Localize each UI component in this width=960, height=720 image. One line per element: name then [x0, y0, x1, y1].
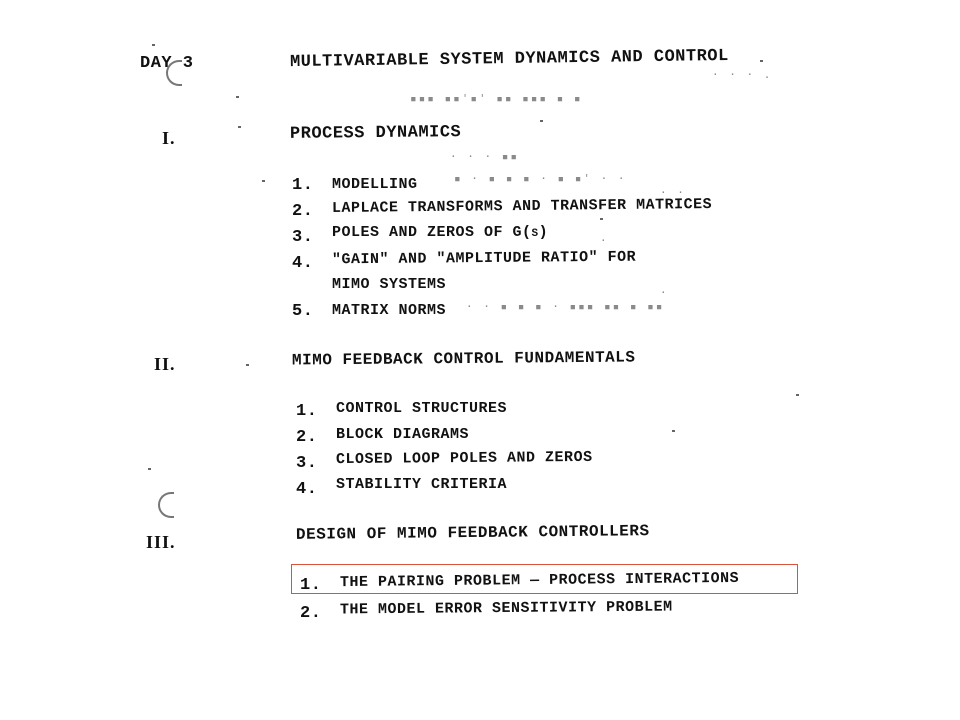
scan-speck	[600, 218, 603, 220]
scan-noise: ▪▪▪ ▪▪'▪' ▪▪ ▪▪▪ ▪ ▪	[410, 92, 583, 105]
scan-noise: · ·	[660, 186, 686, 199]
section-title-1: PROCESS DYNAMICS	[289, 123, 462, 144]
list-item-text: CONTROL STRUCTURES	[336, 400, 508, 417]
day-label: DAY 3	[140, 54, 194, 73]
highlight-box	[291, 564, 798, 594]
document-title: MULTIVARIABLE SYSTEM DYNAMICS AND CONTROL	[289, 46, 729, 73]
list-item-number: 4.	[296, 480, 318, 499]
scan-speck	[238, 126, 241, 128]
list-item-text: THE PAIRING PROBLEM — PROCESS INTERACTIONS	[339, 569, 740, 592]
scan-noise: · · ▪ ▪ ▪ · ▪▪▪ ▪▪ ▪ ▪▪	[466, 300, 665, 313]
list-item-number: 2.	[292, 202, 314, 221]
scan-speck	[760, 60, 763, 62]
list-item-text: POLES AND ZEROS OF G(s)	[332, 224, 549, 241]
list-item-number: 3.	[292, 228, 314, 247]
section-title-3: DESIGN OF MIMO FEEDBACK CONTROLLERS	[295, 522, 650, 544]
list-item-number: 1.	[292, 176, 314, 195]
list-item-text: THE MODEL ERROR SENSITIVITY PROBLEM	[339, 598, 673, 619]
scan-speck	[672, 430, 675, 432]
section-numeral-3: III.	[146, 532, 176, 552]
scan-speck	[246, 364, 249, 366]
scan-noise: · · · .	[712, 68, 773, 81]
list-item-number: 3.	[296, 454, 318, 473]
list-item-text: CLOSED LOOP POLES AND ZEROS	[335, 448, 593, 469]
list-item-text: BLOCK DIAGRAMS	[336, 426, 470, 443]
list-item-text: MODELLING	[332, 176, 418, 193]
section-title-2: MIMO FEEDBACK CONTROL FUNDAMENTALS	[291, 348, 636, 370]
scan-noise: ·	[660, 286, 669, 299]
list-item-text: MATRIX NORMS	[332, 302, 447, 319]
scan-speck	[540, 120, 543, 122]
scan-speck	[152, 44, 155, 46]
section-numeral-1: I.	[162, 128, 176, 148]
list-item-number: 1.	[296, 402, 318, 421]
scan-noise: · · · ▪▪	[450, 150, 519, 163]
list-item-text: "GAIN" AND "AMPLITUDE RATIO" FOR	[331, 248, 637, 269]
section-numeral-2: II.	[154, 354, 176, 374]
list-item-number: 2.	[296, 428, 318, 447]
list-item-number: 1.	[300, 576, 322, 595]
list-item-number: 4.	[292, 254, 314, 273]
punch-hole-mark	[158, 492, 174, 518]
scan-noise: ·	[600, 234, 609, 247]
scan-speck	[148, 468, 151, 470]
scan-noise: ▪ · ▪ ▪ ▪ · ▪ ▪' · ·	[454, 172, 627, 185]
list-item-continuation: MIMO SYSTEMS	[332, 276, 447, 293]
scan-speck	[236, 96, 239, 98]
scan-speck	[796, 394, 799, 396]
list-item-number: 2.	[300, 604, 322, 623]
list-item-text: STABILITY CRITERIA	[336, 476, 508, 493]
list-item-text: LAPLACE TRANSFORMS AND TRANSFER MATRICES	[331, 196, 713, 217]
scan-speck	[262, 180, 265, 182]
list-item-number: 5.	[292, 302, 314, 321]
